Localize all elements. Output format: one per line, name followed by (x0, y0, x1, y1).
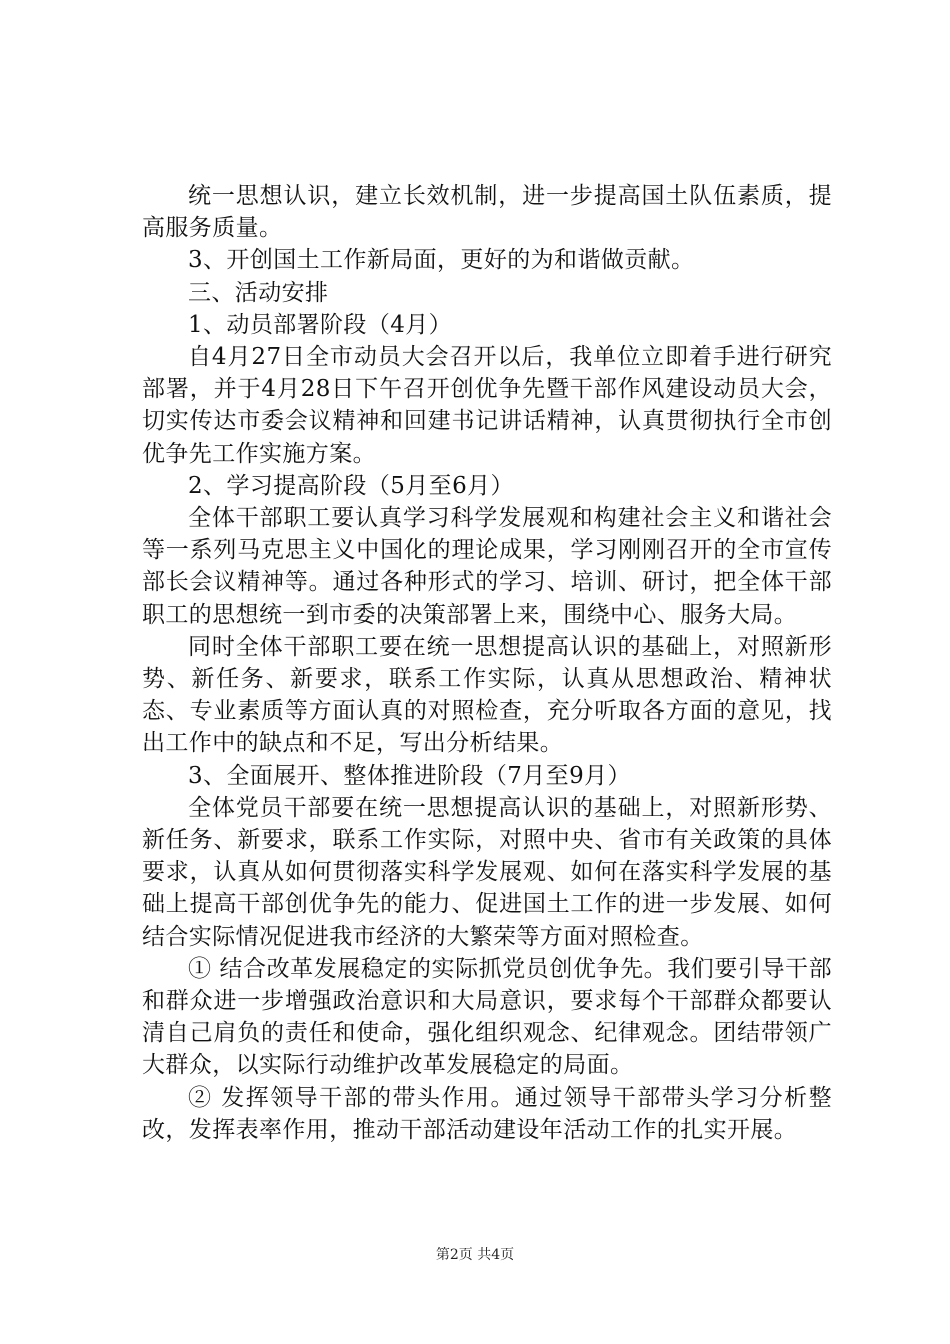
paragraph: ① 结合改革发展稳定的实际抓党员创优争先。我们要引导干部和群众进一步增强政治意识和大局意识，要求每个干部群众都要认清自己肩负的责任和使命，强化组织观念、纪律观念。团结带领广大群众，以实际行动维护改革发展稳定的局面。 (142, 955, 832, 1079)
subsection-heading: 3、全面展开、整体推进阶段（7月至9月） (188, 762, 631, 789)
paragraph: 全体干部职工要认真学习科学发展观和构建社会主义和谐社会等一系列马克思主义中国化的理论成果，学习刚刚召开的全市宣传部长会议精神等。通过各种形式的学习、培训、研讨，把全体干部职工的思想统一到市委的决策部署上来，围绕中心、服务大局。 (142, 505, 832, 628)
paragraph: 3、开创国土工作新局面，更好的为和谐做贡献。 (188, 247, 695, 274)
page-number-footer: 第2页 共4页 (435, 1247, 515, 1263)
subsection-heading: 1、动员部署阶段（4月） (188, 311, 453, 338)
section-heading: 三、活动安排 (188, 279, 329, 306)
paragraph: 全体党员干部要在统一思想提高认识的基础上，对照新形势、新任务、新要求，联系工作实际，对照中央、省市有关政策的具体要求，认真从如何贯彻落实科学发展观、如何在落实科学发展的基础上提高干部创优争先的能力、促进国土工作的进一步发展、如何结合实际情况促进我市经济的大繁荣等方面对照检查。 (142, 794, 832, 950)
paragraph: 统一思想认识，建立长效机制，进一步提高国土队伍素质，提高服务质量。 (142, 183, 832, 242)
paragraph: ② 发挥领导干部的带头作用。通过领导干部带头学习分析整改，发挥表率作用，推动干部活动建设年活动工作的扎实开展。 (142, 1084, 832, 1143)
paragraph: 自4月27日全市动员大会召开以后，我单位立即着手进行研究部署，并于4月28日下午召开创优争先暨干部作风建设动员大会，切实传达市委会议精神和回建书记讲话精神，认真贯彻执行全市创优争先工作实施方案。 (142, 344, 832, 467)
paragraph: 同时全体干部职工要在统一思想提高认识的基础上，对照新形势、新任务、新要求，联系工作实际，认真从思想政治、精神状态、专业素质等方面认真的对照检查，充分听取各方面的意见，找出工作中的缺点和不足，写出分析结果。 (142, 633, 832, 757)
document-body (142, 180, 832, 1146)
subsection-heading: 2、学习提高阶段（5月至6月） (188, 472, 514, 499)
